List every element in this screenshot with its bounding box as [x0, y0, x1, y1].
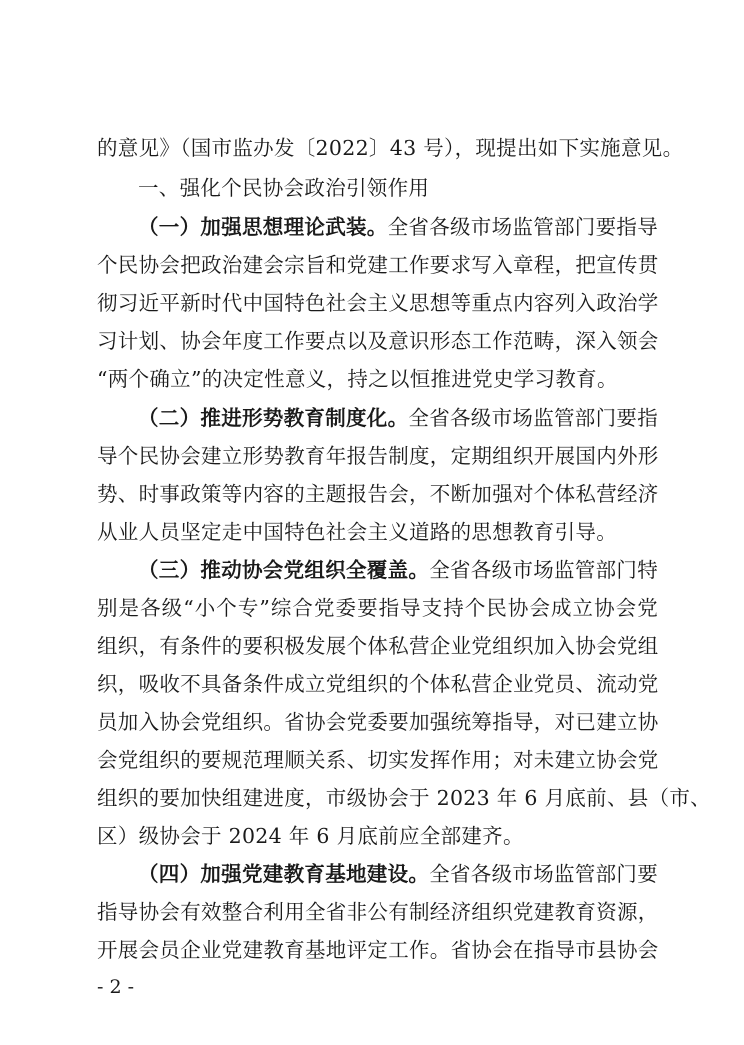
paragraph-3-lead: （三）推动协会党组织全覆盖。 [138, 558, 430, 582]
paragraph-1-line-1 [138, 215, 658, 239]
paragraph-3-line-7: 组织的要加快组建进度，市级协会于 2023 年 6 月底前、县（市、 [97, 786, 711, 810]
paragraph-3-line-5: 员加入协会党组织。省协会党委要加强统筹指导，对已建立协 [97, 710, 659, 734]
paragraph-4-lead: （四）加强党建教育基地建设。 [138, 862, 430, 886]
paragraph-3-line-4: 织，吸收不具备条件成立党组织的个体私营企业党员、流动党 [97, 672, 659, 696]
paragraph-3-line-3: 组织，有条件的要积极发展个体私营企业党组织加入协会党组 [97, 634, 659, 658]
paragraph-2-line-1-text: 全省各级市场监管部门要指 [408, 406, 659, 430]
paragraph-2-line-3: 势、时事政策等内容的主题报告会，不断加强对个体私营经济 [97, 482, 659, 506]
paragraph-2-line-4: 从业人员坚定走中国特色社会主义道路的思想教育引导。 [97, 520, 617, 544]
paragraph-3-line-1-text: 全省各级市场监管部门特 [429, 558, 659, 582]
intro-line: 的意见》（国市监办发〔2022〕43 号），现提出如下实施意见。 [97, 136, 684, 160]
paragraph-3-line-2: 别是各级“小个专”综合党委要指导支持个民协会成立协会党 [97, 596, 658, 620]
paragraph-2-line-2: 导个民协会建立形势教育年报告制度，定期组织开展国内外形 [97, 444, 659, 468]
paragraph-2-lead: （二）推进形势教育制度化。 [138, 406, 409, 430]
paragraph-3-line-1 [138, 558, 658, 582]
paragraph-4-line-1-text: 全省各级市场监管部门要 [429, 862, 659, 886]
paragraph-3-line-6: 会党组织的要规范理顺关系、切实发挥作用；对未建立协会党 [97, 748, 659, 772]
paragraph-1-line-1-text: 全省各级市场监管部门要指导 [387, 215, 659, 239]
paragraph-1-line-4: 习计划、协会年度工作要点以及意识形态工作范畴，深入领会 [97, 329, 659, 353]
paragraph-1-lead: （一）加强思想理论武装。 [138, 215, 388, 239]
paragraph-4-line-1 [138, 862, 658, 886]
paragraph-4-line-3: 开展会员企业党建教育基地评定工作。省协会在指导市县协会 [97, 938, 659, 962]
paragraph-3-line-8: 区）级协会于 2024 年 6 月底前应全部建齐。 [97, 824, 524, 848]
section-heading: 一、强化个民协会政治引领作用 [138, 176, 430, 200]
page-number: - 2 - [97, 976, 135, 998]
paragraph-4-line-2: 指导协会有效整合利用全省非公有制经济组织党建教育资源， [97, 900, 659, 924]
paragraph-2-line-1 [138, 406, 658, 430]
paragraph-1-line-5: “两个确立”的决定性意义，持之以恒推进党史学习教育。 [97, 367, 618, 391]
paragraph-1-line-2: 个民协会把政治建会宗旨和党建工作要求写入章程，把宣传贯 [97, 253, 659, 277]
paragraph-1-line-3: 彻习近平新时代中国特色社会主义思想等重点内容列入政治学 [97, 291, 659, 315]
